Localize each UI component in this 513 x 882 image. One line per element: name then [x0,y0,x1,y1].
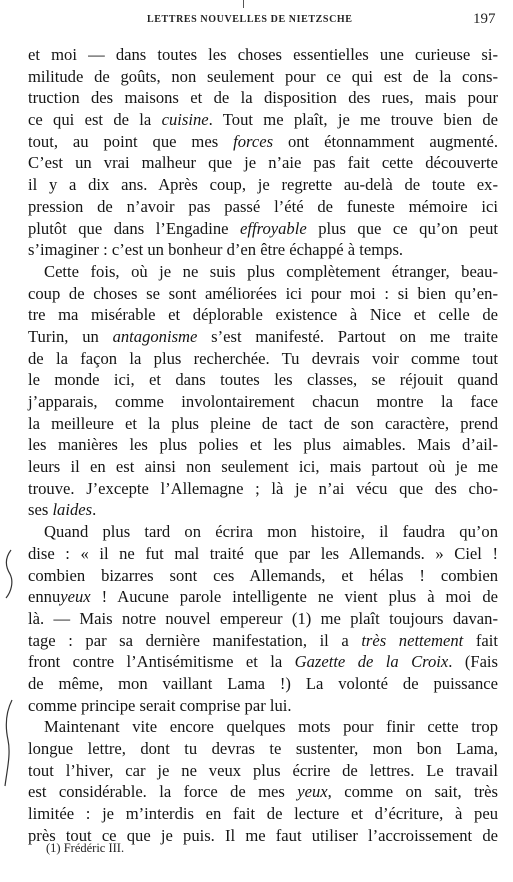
text-line: truction des maisons et de la disposition des rues, mais pour [28,88,498,108]
text-line: et moi — dans toutes les choses essentielles une curieuse si- [28,45,498,64]
text-line: plutôt que dans l’Engadine effroyable plus que ce qu’on peut [28,218,498,238]
text-line: de même, mon vaillant Lama !) La volonté de puissance [28,673,498,693]
text-line: ennuyeux ! Aucune parole intelligente ne vient plus à moi de [28,587,498,607]
text-line: ce qui est de la cuisine. Tout me plaît, je me trouve bien de [28,110,498,130]
margin-bracket-mark [2,698,16,788]
text-line: il y a dix ans. Après coup, je regrette au-delà de toute ex- [28,175,498,195]
text-line: coup de choses se sont améliorées ici pour moi : si bien qu’en- [28,283,498,303]
text-line: Quand plus tard on écrira mon histoire, il faudra qu’on [44,522,498,542]
page-number: 197 [473,11,496,27]
text-line: la meilleure et la plus pleine de tact de son caractère, prend [28,413,498,433]
text-line: trouve. J’excepte l’Allemagne ; là je n’ai vécu que des cho- [28,478,498,498]
margin-bracket-mark [2,548,16,600]
text-line: les manières les plus polies et les plus aimables. Mais d’ail- [28,435,498,455]
text-line: comme principe serait comprise par lui. [28,695,292,715]
text-line: limitée : je m’interdis en fait de lecture et d’écriture, à peu [28,804,498,824]
text-line: ses laides. [28,500,97,520]
text-line: militude de goûts, non seulement pour ce qui est de la cons- [28,66,498,86]
text-line: s’imaginer : c’est un bonheur d’en être échappé à temps. [28,240,404,260]
text-line: le monde ici, et dans toutes les classes, se réjouit quand [28,370,498,390]
text-line: tage : par sa dernière manifestation, il a très nettement fait [28,630,498,650]
text-line: tout, au point que mes forces ont étonnamment augmenté. [28,131,498,151]
text-line: là. — Mais notre nouvel empereur (1) me plaît toujours davan- [28,608,498,628]
scan-mark [243,0,244,8]
text-line: front contre l’Antisémitisme et la Gazette de la Croix. (Fais [28,652,499,672]
text-line: tre ma misérable et déplorable existence à Nice et celle de [28,305,498,325]
text-line: dise : « il ne fut mal traité que par les Allemands. » Ciel ! [28,543,498,563]
text-line: combien bizarres sont ces Allemands, et hélas ! combien [28,565,498,585]
text-line: longue lettre, dont tu devras te sustenter, mon bon Lama, [28,739,498,758]
text-line: leurs il en est ainsi non seulement ici, mais partout où je me [28,457,498,477]
text-line: j’apparais, comme involontairement chacun montre la face [28,392,498,411]
body-text [28,44,498,846]
text-line: C’est un vrai malheur que je n’aie pas fait cette découverte [28,153,498,173]
text-line: est considérable. la force de mes yeux, comme on sait, très [28,782,498,802]
text-line: Turin, un antagonisme s’est manifesté. Partout on me traite [28,326,498,346]
text-line: près tout ce que je puis. Il me faut utiliser l’accroissement de [28,825,498,845]
running-title: LETTRES NOUVELLES DE NIETZSCHE [147,14,353,25]
text-line: Maintenant vite encore quelques mots pour finir cette trop [44,717,498,737]
text-line: de la façon la plus recherchée. Tu devrais voir comme tout [28,348,498,368]
text-line: pression de n’avoir pas passé l’été de funeste mémoire ici [28,196,498,216]
text-line: Cette fois, où je ne suis plus complètement étranger, beau- [44,261,498,281]
footnote: (1) Frédéric III. [46,841,125,855]
text-line: tout l’hiver, car je ne veux plus écrire de lettres. Le travail [28,760,498,780]
